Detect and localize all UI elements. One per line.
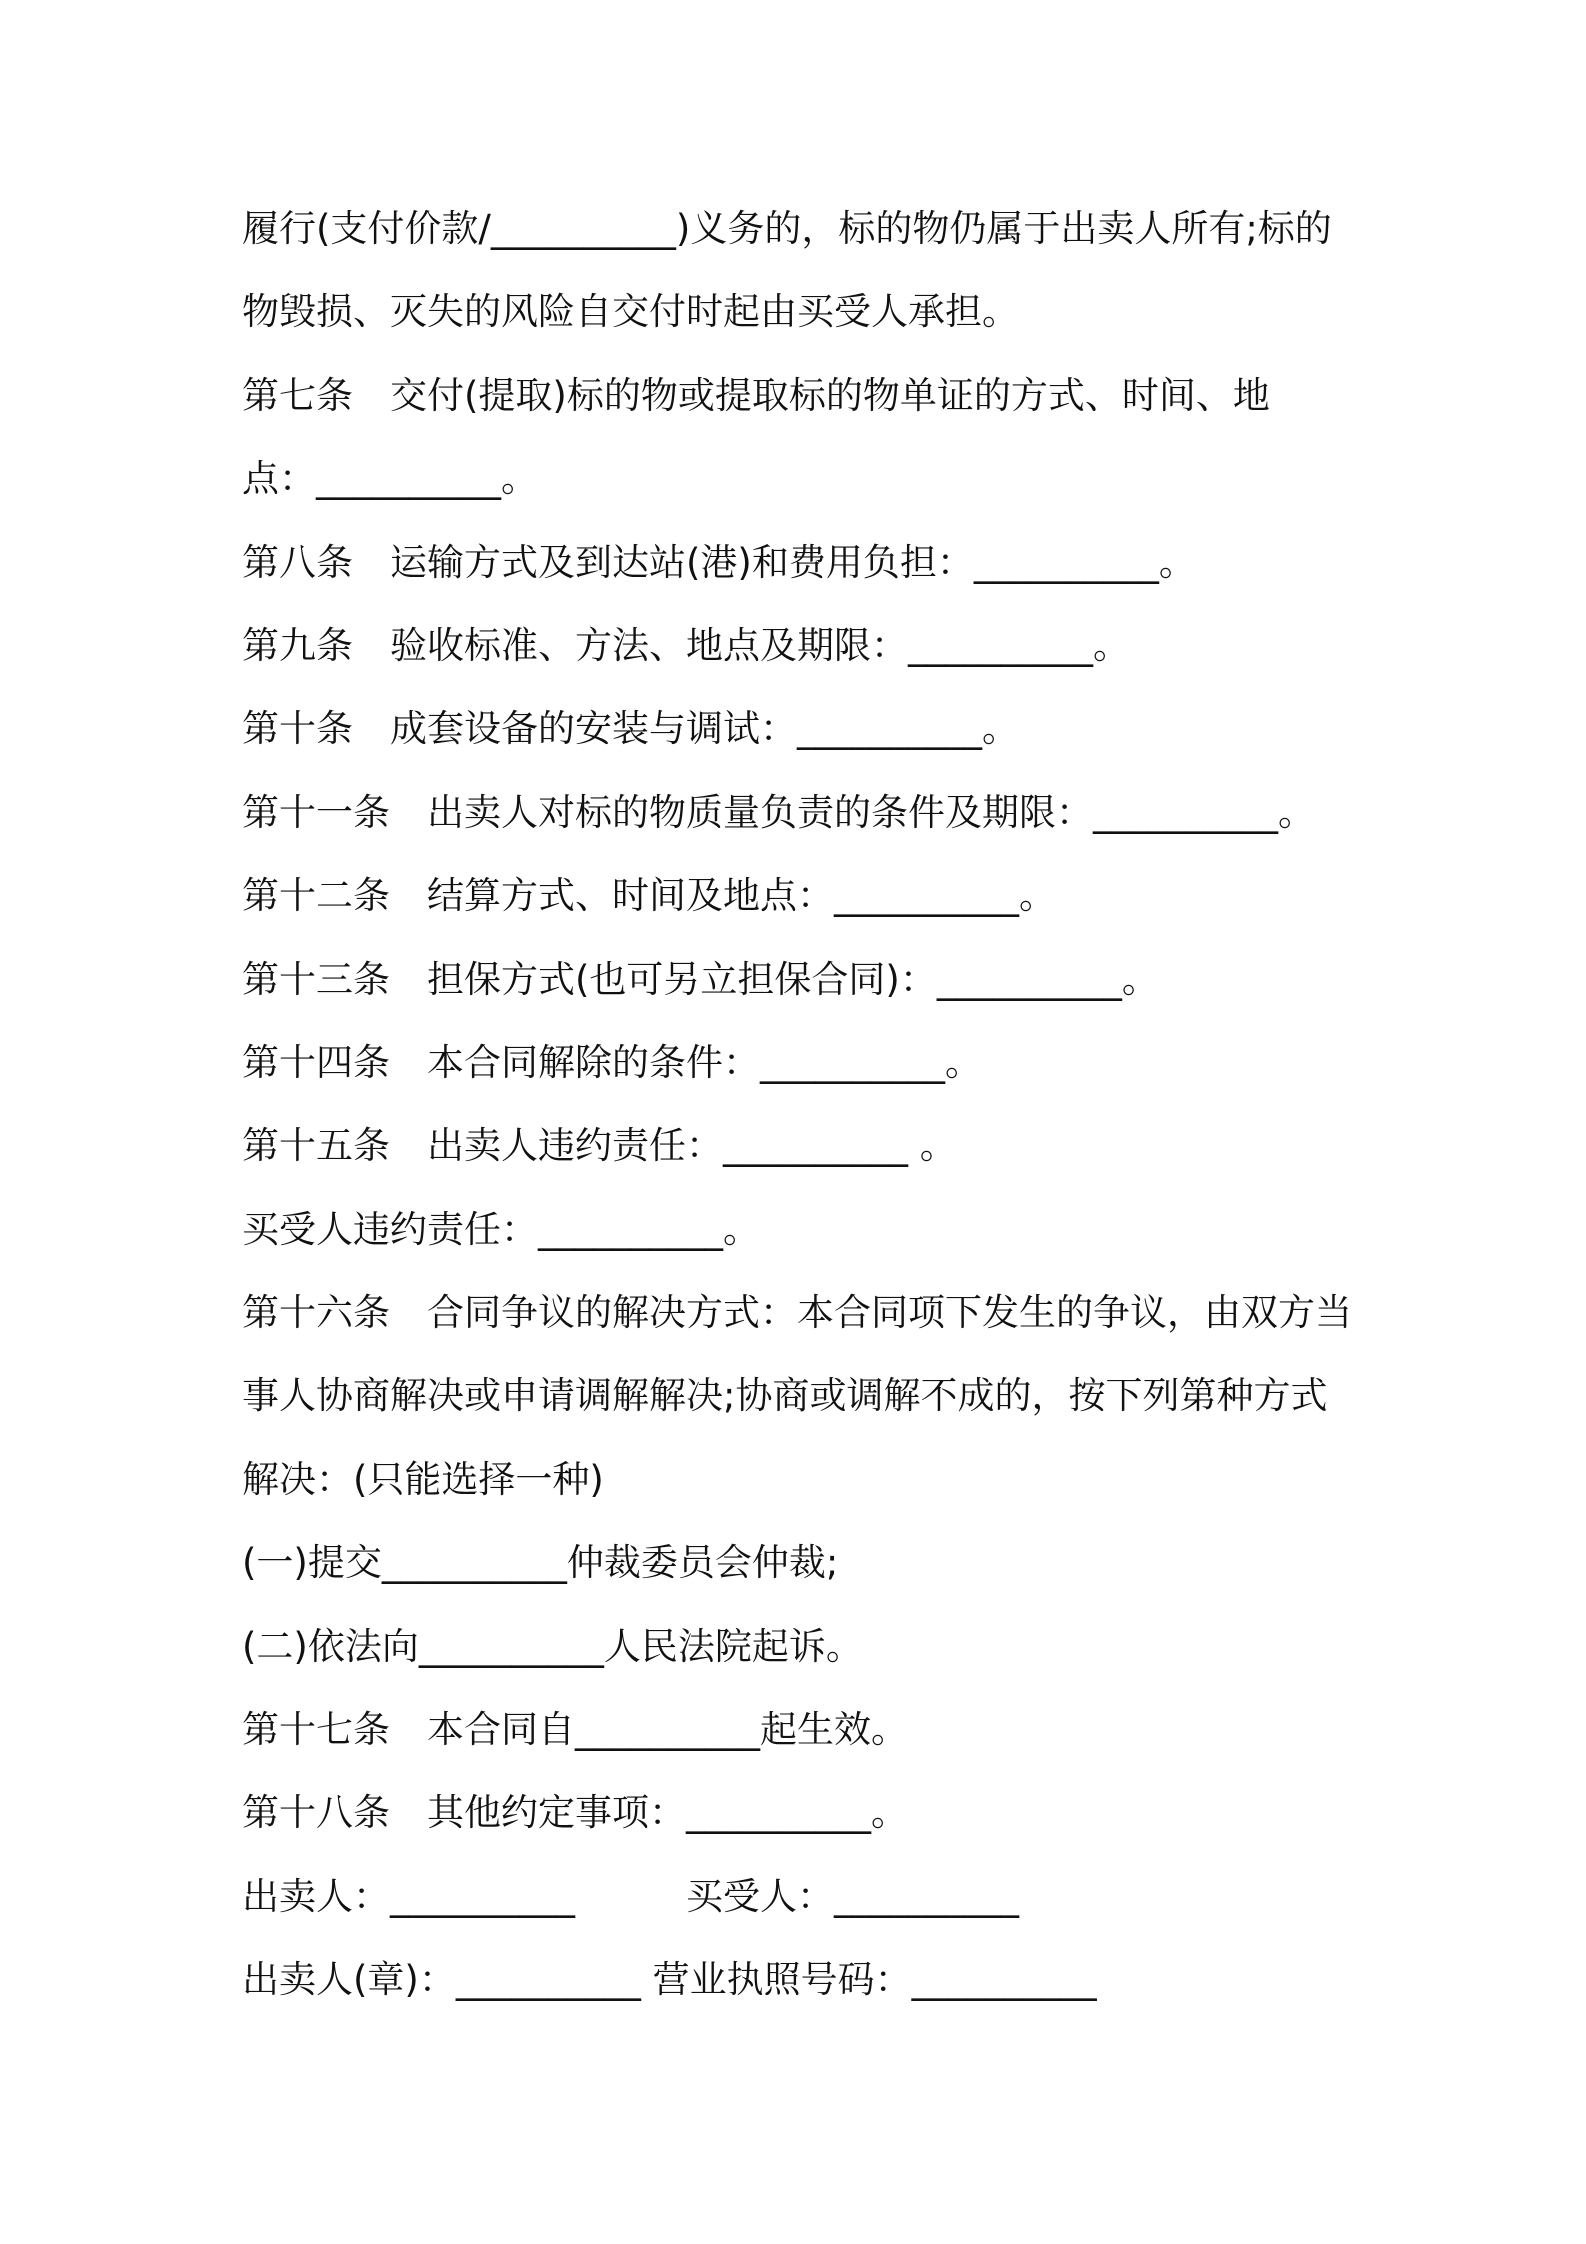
text-line-4: 点：__________。 — [242, 457, 538, 501]
option-litigation: (二)依法向__________人民法院起诉。 — [242, 1624, 863, 1668]
article-13: 第十三条 担保方式(也可另立担保合同)：__________。 — [242, 957, 1159, 1001]
option-arbitration: (一)提交__________仲裁委员会仲裁; — [242, 1541, 839, 1585]
text-line-2: 物毁损、灭失的风险自交付时起由买受人承担。 — [242, 290, 1019, 334]
article-7-heading: 第七条 交付(提取)标的物或提取标的物单证的方式、时间、地 — [242, 373, 1270, 417]
article-18: 第十八条 其他约定事项：__________。 — [242, 1791, 908, 1835]
article-16-note: 解决：(只能选择一种) — [242, 1457, 604, 1501]
contract-text — [242, 198, 1362, 2033]
seller-seal-license: 出卖人(章)：__________ 营业执照号码：__________ — [242, 1958, 1097, 2002]
article-16-body: 事人协商解决或申请调解解决;协商或调解不成的，按下列第种方式 — [242, 1374, 1328, 1418]
article-10: 第十条 成套设备的安装与调试：__________。 — [242, 707, 1019, 751]
article-12: 第十二条 结算方式、时间及地点：__________。 — [242, 874, 1056, 918]
article-11: 第十一条 出卖人对标的物质量负责的条件及期限：__________。 — [242, 790, 1315, 834]
article-8: 第八条 运输方式及到达站(港)和费用负担：__________。 — [242, 540, 1196, 584]
buyer-liability: 买受人违约责任：__________。 — [242, 1207, 760, 1251]
article-14: 第十四条 本合同解除的条件：__________。 — [242, 1040, 982, 1084]
article-15: 第十五条 出卖人违约责任：__________ 。 — [242, 1124, 957, 1168]
article-17: 第十七条 本合同自__________起生效。 — [242, 1708, 908, 1752]
signature-parties: 出卖人：__________ 买受人：__________ — [242, 1874, 1019, 1918]
article-16-heading: 第十六条 合同争议的解决方式：本合同项下发生的争议，由双方当 — [242, 1291, 1352, 1335]
article-9: 第九条 验收标准、方法、地点及期限：__________。 — [242, 623, 1130, 667]
text-line-1: 履行(支付价款/__________)义务的，标的物仍属于出卖人所有;标的 — [242, 207, 1332, 250]
